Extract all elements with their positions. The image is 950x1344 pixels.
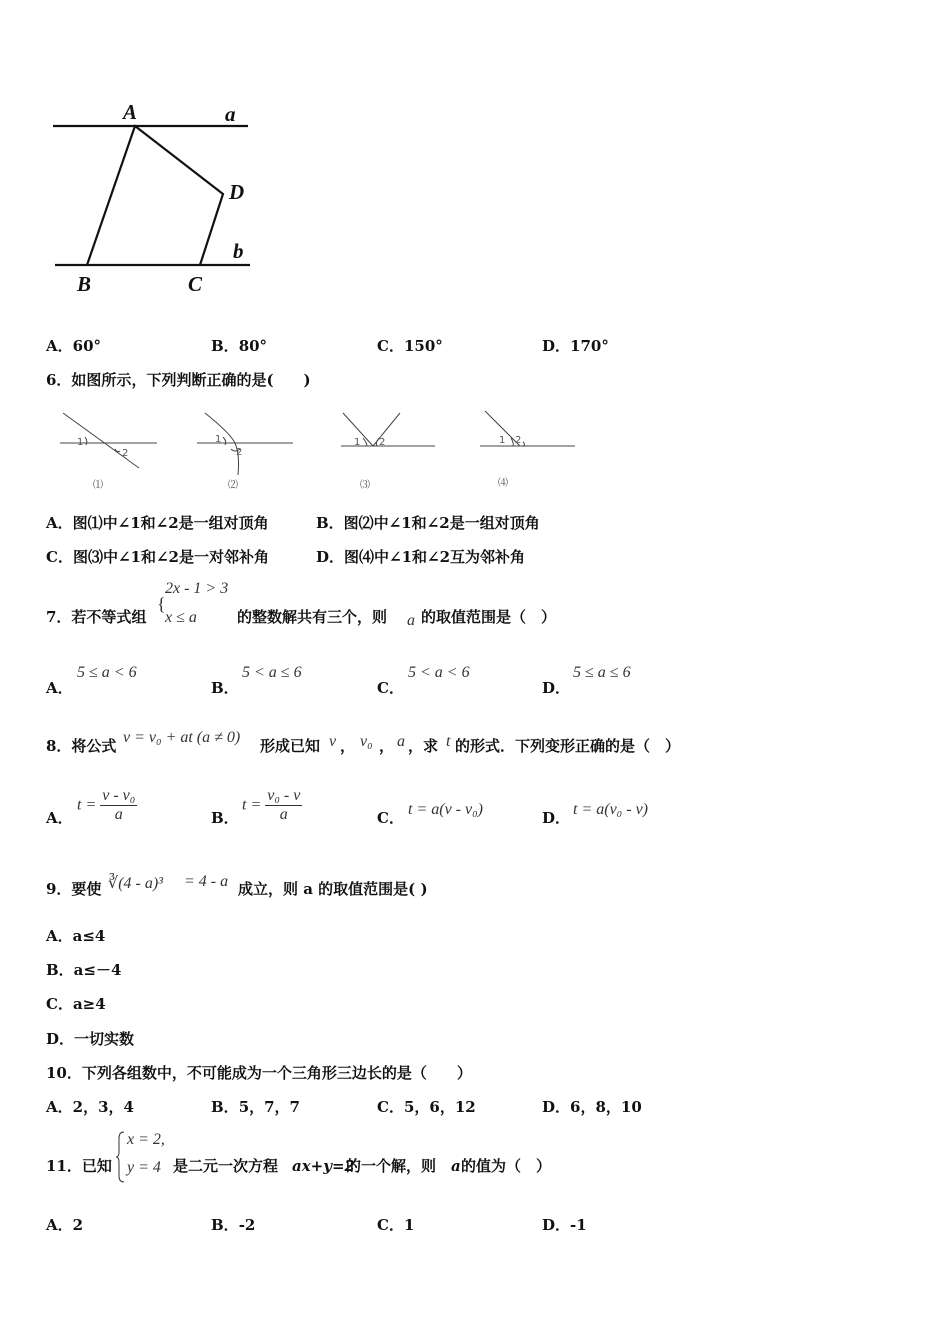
q5-geometry-figure [45, 95, 260, 300]
q8-option-c-expr: t = a(v - v₀) [408, 801, 483, 818]
q7-var: a [407, 612, 415, 629]
q7-suffix: 的取值范围是（ ） [421, 608, 557, 626]
q11-system-line1: x = 2, [127, 1131, 165, 1148]
q8-suffix: 的形式．下列变形正确的是（ ） [455, 737, 681, 755]
q8-option-d-expr: t = a(v₀ - v) [573, 801, 648, 818]
q10-option-a: A．2，3，4 [46, 1098, 134, 1116]
q5-option-b: B．80° [211, 337, 268, 355]
q5-option-a: A．60° [46, 337, 102, 355]
q7-option-c-expr: 5 < a < 6 [408, 664, 470, 681]
q11-system-line2: y = 4 [127, 1159, 161, 1176]
q6-option-d: D．图⑷中∠1和∠2互为邻补角 [316, 548, 526, 566]
label-D: D [229, 180, 245, 204]
q7-option-d-expr: 5 ≤ a ≤ 6 [573, 664, 631, 681]
q8-middle: 形成已知 [260, 737, 321, 755]
q9-option-a: A．a≤4 [46, 927, 106, 945]
q9-radical: ∛(4 - a)³ [108, 875, 163, 892]
q11-middle2: 的一个解，则 [346, 1157, 437, 1175]
q11-option-c: C．1 [377, 1216, 415, 1234]
fig3-label-2: 2 [379, 437, 386, 448]
q11-middle: 是二元一次方程 [173, 1157, 279, 1175]
q6-option-c: C．图⑶中∠1和∠2是一对邻补角 [46, 548, 269, 566]
q6-option-b: B．图⑵中∠1和∠2是一组对顶角 [316, 514, 540, 532]
q8-formula: v = v₀ + at (a ≠ 0) [123, 729, 241, 746]
q7-system-line2: x ≤ a [165, 609, 197, 626]
q5-option-d: D．170° [542, 337, 609, 355]
fig1-label-1: 1 [77, 437, 84, 448]
q7-brace: { [157, 594, 166, 614]
q9-option-b: B．a≤－4 [46, 961, 122, 979]
q8-prefix: 8．将公式 [46, 737, 117, 755]
q11-option-a: A．2 [46, 1216, 84, 1234]
q8-option-c-letter: C． [377, 809, 404, 827]
q11-option-b: B．-2 [211, 1216, 256, 1234]
q8-option-a-expr: t = $\frac{\text{v - v₀}}{a}$ [77, 787, 136, 823]
q8-sep1: ， [340, 737, 356, 755]
q8-option-a-letter: A． [46, 809, 73, 827]
q6-figures [55, 405, 585, 495]
q10-stem: 10．下列各组数中，不可能成为一个三角形三边长的是（ ） [46, 1064, 472, 1082]
q7-option-b-expr: 5 < a ≤ 6 [242, 664, 302, 681]
label-C: C [188, 272, 203, 296]
q5-option-c: C．150° [377, 337, 443, 355]
label-b: b [233, 239, 244, 263]
q7-option-b-letter: B． [211, 679, 239, 697]
fig3-caption: ⑶ [360, 480, 370, 491]
q8-known-v0: v₀ [360, 733, 373, 750]
label-B: B [77, 272, 92, 296]
q8-target: t [446, 733, 451, 750]
fig1-label-2: 2 [122, 448, 129, 459]
q11-equation: ax+y=2 [292, 1157, 355, 1175]
fig4-label-1: 1 [499, 435, 506, 446]
q7-option-d-letter: D． [542, 679, 571, 697]
q10-option-d: D．6，8，10 [542, 1098, 642, 1116]
q7-option-a-expr: 5 ≤ a < 6 [77, 664, 137, 681]
q11-brace [116, 1130, 126, 1184]
q9-rhs: = 4 - a [184, 873, 229, 890]
q6-stem: 6．如图所示，下列判断正确的是( ) [46, 371, 311, 389]
q7-option-c-letter: C． [377, 679, 404, 697]
fig4-label-2: 2 [515, 435, 522, 446]
q8-sep2: ， [379, 737, 395, 755]
q8-known-a: a [397, 733, 405, 750]
q8-option-b-expr: t = $\frac{\text{v₀ - v}}{a}$ [242, 787, 301, 823]
q11-option-d: D．-1 [542, 1216, 587, 1234]
q7-option-a-letter: A． [46, 679, 73, 697]
q6-option-a: A．图⑴中∠1和∠2是一组对顶角 [46, 514, 269, 532]
q9-option-c: C．a≥4 [46, 995, 106, 1013]
q9-option-d: D．一切实数 [46, 1030, 135, 1048]
q11-prefix: 11．已知 [46, 1157, 112, 1175]
q8-middle2: ，求 [408, 737, 439, 755]
q8-option-b-letter: B． [211, 809, 239, 827]
fig3-label-1: 1 [354, 437, 361, 448]
q7-middle: 的整数解共有三个，则 [237, 608, 388, 626]
q10-option-c: C．5，6，12 [377, 1098, 476, 1116]
fig4-caption: ⑷ [498, 478, 508, 489]
label-a: a [225, 102, 236, 126]
fig2-label-2: 2 [236, 447, 243, 458]
fig2-label-1: 1 [215, 434, 222, 445]
q7-prefix: 7．若不等式组 [46, 608, 147, 626]
q9-suffix: 成立，则 a 的取值范围是( ) [238, 880, 428, 898]
q7-system-line1: 2x - 1 > 3 [165, 580, 229, 597]
q11-suffix: 的值为（ ） [461, 1157, 552, 1175]
quadrilateral [87, 126, 223, 265]
q8-known-v: v [329, 733, 337, 750]
fig2-caption: ⑵ [228, 480, 238, 491]
label-A: A [123, 100, 138, 124]
q8-option-d-letter: D． [542, 809, 571, 827]
q9-prefix: 9．要使 [46, 880, 102, 898]
q10-option-b: B．5，7，7 [211, 1098, 300, 1116]
fig1-caption: ⑴ [93, 480, 103, 491]
q11-var: a [451, 1157, 461, 1175]
